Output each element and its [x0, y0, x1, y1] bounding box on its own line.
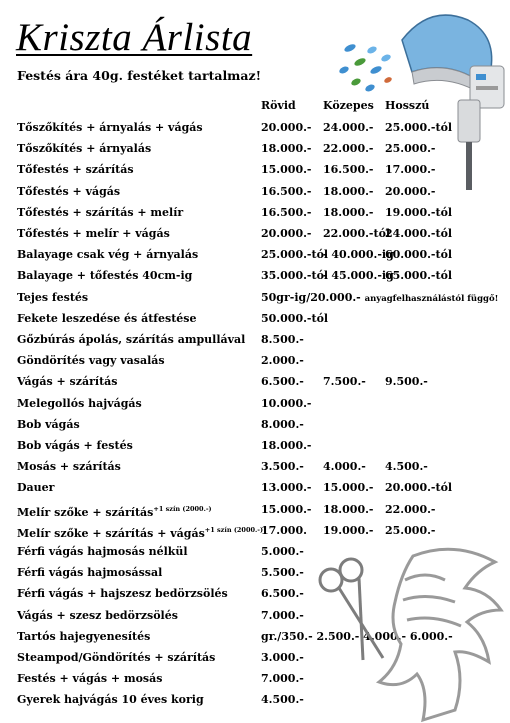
service-name: Tőfestés + szárítás [17, 163, 134, 177]
price-value: 5.500.- [261, 566, 304, 580]
price-long: 17.000.- [385, 163, 436, 177]
service-name: Gőzbúrás ápolás, szárítás ampullával [17, 333, 246, 346]
price-row [0, 456, 510, 477]
price-long: 25.000.- [385, 523, 436, 537]
price-value: 5.000.- [261, 545, 304, 558]
header-short: Rövid [261, 99, 296, 112]
service-name: Bob vágás + festés [17, 439, 133, 452]
price-row [0, 202, 510, 223]
price-medium: 7.500.- [323, 375, 366, 389]
price-medium: 4.000.- [323, 460, 366, 474]
price-short: 18.000.- [261, 142, 312, 156]
price-short: 20.000.- [261, 227, 312, 240]
service-name: Tőfestés + szárítás + melír [17, 205, 184, 219]
price-short: 13.000.- [261, 481, 312, 495]
page-title: Kriszta Árlista [16, 16, 253, 59]
price-medium: 18.000.- [323, 502, 374, 516]
price-medium: 15.000.- [323, 481, 374, 495]
price-row [0, 223, 510, 244]
price-medium: 18.000.- [323, 184, 374, 198]
price-short: 15.000.- [261, 502, 312, 516]
price-value: 50gr-ig/20.000.- anyagfelhasználástól függő! [261, 290, 499, 304]
service-name: Férfi vágás hajmosás nélkül [17, 545, 188, 558]
price-value: 6.500.- [261, 587, 304, 601]
service-name: Melír szőke + szárítás$^{+1 szín (2000.-)}$ [17, 504, 212, 519]
header-long: Hosszú [385, 99, 430, 112]
service-name: Balayage csak vég + árnyalás [17, 248, 199, 262]
price-value: 4.500.- [261, 693, 304, 707]
price-medium: 18.000.- [323, 205, 374, 219]
service-name: Bob vágás [17, 417, 80, 431]
price-row [0, 541, 510, 562]
price-row [0, 605, 510, 626]
service-name: Vágás + szárítás [17, 375, 118, 389]
price-long: 4.500.- [385, 460, 428, 474]
price-medium: - 45.000.-ig [323, 269, 394, 283]
price-long: 24.000.-tól [385, 227, 453, 240]
service-name: Tőszőkítés + árnyalás [17, 142, 152, 156]
service-name: Göndörítés vagy vasalás [17, 354, 165, 368]
price-long: 60.000.-tól [385, 248, 453, 262]
price-row [0, 159, 510, 180]
page-subtitle: Festés ára 40g. festéket tartalmaz! [17, 68, 262, 83]
price-long: 9.500.- [385, 375, 428, 389]
extra-color-note: +1 szín (2000.-) [204, 525, 264, 534]
price-value: gr./350.- 2.500.- 4.000.- 6.000.- [261, 629, 453, 643]
price-row [0, 689, 510, 710]
service-name: Mosás + szárítás [17, 460, 121, 474]
service-name: Balayage + tőfestés 40cm-ig [17, 269, 193, 283]
price-note: anyagfelhasználástól függő! [364, 293, 499, 304]
price-value: 18.000.- [261, 439, 312, 452]
price-row [0, 562, 510, 583]
price-short: 17.000. [261, 523, 307, 537]
price-value: 8.500.- [261, 333, 304, 346]
price-value: 7.000.- [261, 608, 304, 622]
price-medium: 16.500.- [323, 163, 374, 177]
price-long: 25.000.- [385, 142, 436, 156]
price-long: 20.000.- [385, 184, 436, 198]
service-name: Férfi vágás hajmosással [17, 566, 163, 580]
extra-color-note: +1 szín (2000.-) [153, 504, 212, 513]
price-row [0, 520, 510, 541]
price-long: 65.000.-tól [385, 269, 453, 283]
service-name: Dauer [17, 481, 55, 495]
price-medium: 22.000.-tól [323, 227, 391, 240]
price-row [0, 117, 510, 138]
price-value: 50.000.-tól [261, 311, 329, 325]
price-short: 16.500.- [261, 205, 312, 219]
service-name: Steampod/Göndörítés + szárítás [17, 651, 216, 664]
price-short: 6.500.- [261, 375, 304, 389]
service-name: Fekete leszedése és átfestése [17, 311, 197, 325]
price-row [0, 138, 510, 159]
price-row [0, 287, 510, 308]
service-name: Melír szőke + szárítás + vágás$^{+1 szín (2000.-)}$ [17, 525, 264, 540]
price-value: 7.000.- [261, 672, 304, 686]
price-row [0, 499, 510, 520]
price-row [0, 350, 510, 371]
service-name: Tőfestés + vágás [17, 184, 121, 198]
price-medium: 19.000.- [323, 523, 374, 537]
service-name: Tartós hajegyenesítés [17, 629, 151, 643]
price-row [0, 393, 510, 414]
price-short: 35.000.-tól [261, 269, 329, 283]
price-row [0, 668, 510, 689]
price-row [0, 626, 510, 647]
service-name: Férfi vágás + hajszesz bedörzsölés [17, 587, 228, 601]
price-medium: 24.000.- [323, 121, 374, 134]
service-name: Festés + vágás + mosás [17, 672, 163, 686]
price-row [0, 583, 510, 604]
price-row [0, 647, 510, 668]
price-row [0, 371, 510, 392]
price-short: 15.000.- [261, 163, 312, 177]
service-name: Gyerek hajvágás 10 éves korig [17, 693, 204, 707]
service-name: Tejes festés [17, 290, 89, 304]
service-name: Tőfestés + melír + vágás [17, 227, 170, 240]
price-long: 19.000.-tól [385, 205, 453, 219]
price-row [0, 414, 510, 435]
price-long: 20.000.-tól [385, 481, 453, 495]
price-row [0, 265, 510, 286]
price-long: 22.000.- [385, 502, 436, 516]
price-value: 3.000.- [261, 651, 304, 664]
price-medium: - 40.000.-ig [323, 248, 394, 262]
price-row [0, 435, 510, 456]
price-short: 3.500.- [261, 460, 304, 474]
price-short: 16.500.- [261, 184, 312, 198]
price-long: 25.000.-tól [385, 121, 453, 134]
price-value: 2.000.- [261, 354, 304, 368]
service-name: Tőszőkítés + árnyalás + vágás [17, 121, 203, 134]
price-row [0, 477, 510, 498]
price-value: 10.000.- [261, 396, 312, 410]
service-name: Melegollós hajvágás [17, 396, 142, 410]
price-row [0, 329, 510, 350]
price-row [0, 244, 510, 265]
price-medium: 22.000.- [323, 142, 374, 156]
price-value: 8.000.- [261, 417, 304, 431]
price-short: 20.000.- [261, 121, 312, 134]
service-name: Vágás + szesz bedörzsölés [17, 608, 178, 622]
header-medium: Közepes [323, 99, 374, 112]
price-short: 25.000.-tól [261, 248, 329, 262]
price-row [0, 181, 510, 202]
price-row [0, 308, 510, 329]
